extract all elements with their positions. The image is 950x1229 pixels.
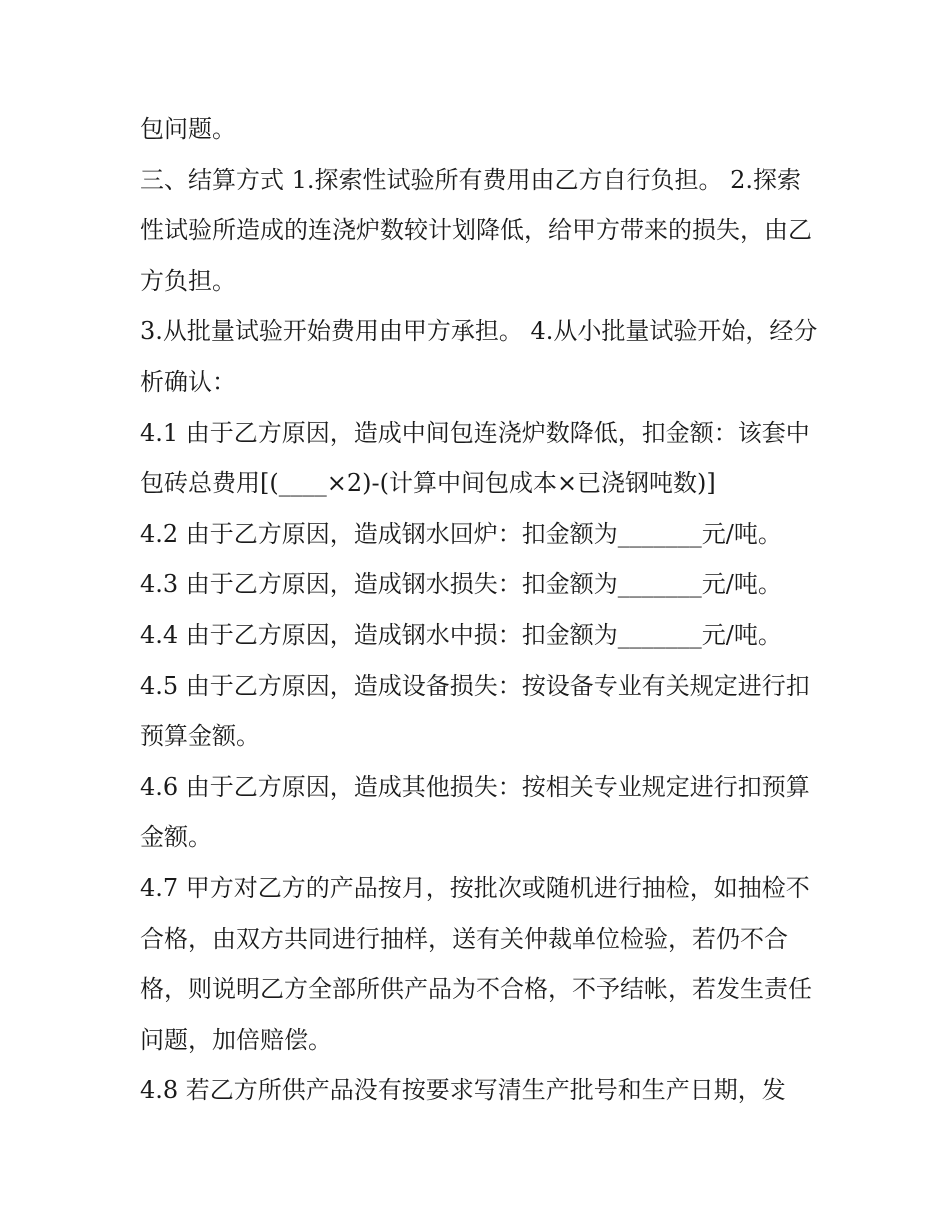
paragraph-continuation: 包问题。 xyxy=(140,115,236,143)
paragraph-clause-4-2: 4.2 由于乙方原因，造成钢水回炉：扣金额为_______元/吨。 xyxy=(140,519,782,548)
paragraph-clause-4-3: 4.3 由于乙方原因，造成钢水损失：扣金额为_______元/吨。 xyxy=(140,570,782,599)
paragraph-clause-4-8: 4.8 若乙方所供产品没有按要求写清生产批号和生产日期，发 xyxy=(140,1076,786,1105)
paragraph-clause-4-6: 4.6 由于乙方原因，造成其他损失：按相关专业规定进行扣预算金额。 xyxy=(140,772,810,852)
paragraph-batch-trial-cost: 3.从批量试验开始费用由甲方承担。 4.从小批量试验开始，经分析确认： xyxy=(140,317,818,396)
paragraph-clause-4-5: 4.5 由于乙方原因，造成设备损失：按设备专业有关规定进行扣预算金额。 xyxy=(140,671,810,751)
paragraph-clause-4-7: 4.7 甲方对乙方的产品按月，按批次或随机进行抽检，如抽检不合格，由双方共同进行抽样，送有关仲裁单位检验，若仍不合格，则说明乙方全部所供产品为不合格，不予结帐，若发生责任问题，加倍赔偿。 xyxy=(140,873,812,1054)
document-body xyxy=(140,104,820,1116)
paragraph-clause-4-4: 4.4 由于乙方原因，造成钢水中损：扣金额为_______元/吨。 xyxy=(140,620,782,649)
paragraph-clause-4-1: 4.1 由于乙方原因，造成中间包连浇炉数降低，扣金额：该套中包砖总费用[(____×2)-(计算中间包成本×已浇钢吨数)] xyxy=(140,418,810,498)
paragraph-settlement-method: 三、结算方式 1.探索性试验所有费用由乙方自行负担。 2.探索性试验所造成的连浇炉数较计划降低，给甲方带来的损失，由乙方负担。 xyxy=(140,165,812,295)
